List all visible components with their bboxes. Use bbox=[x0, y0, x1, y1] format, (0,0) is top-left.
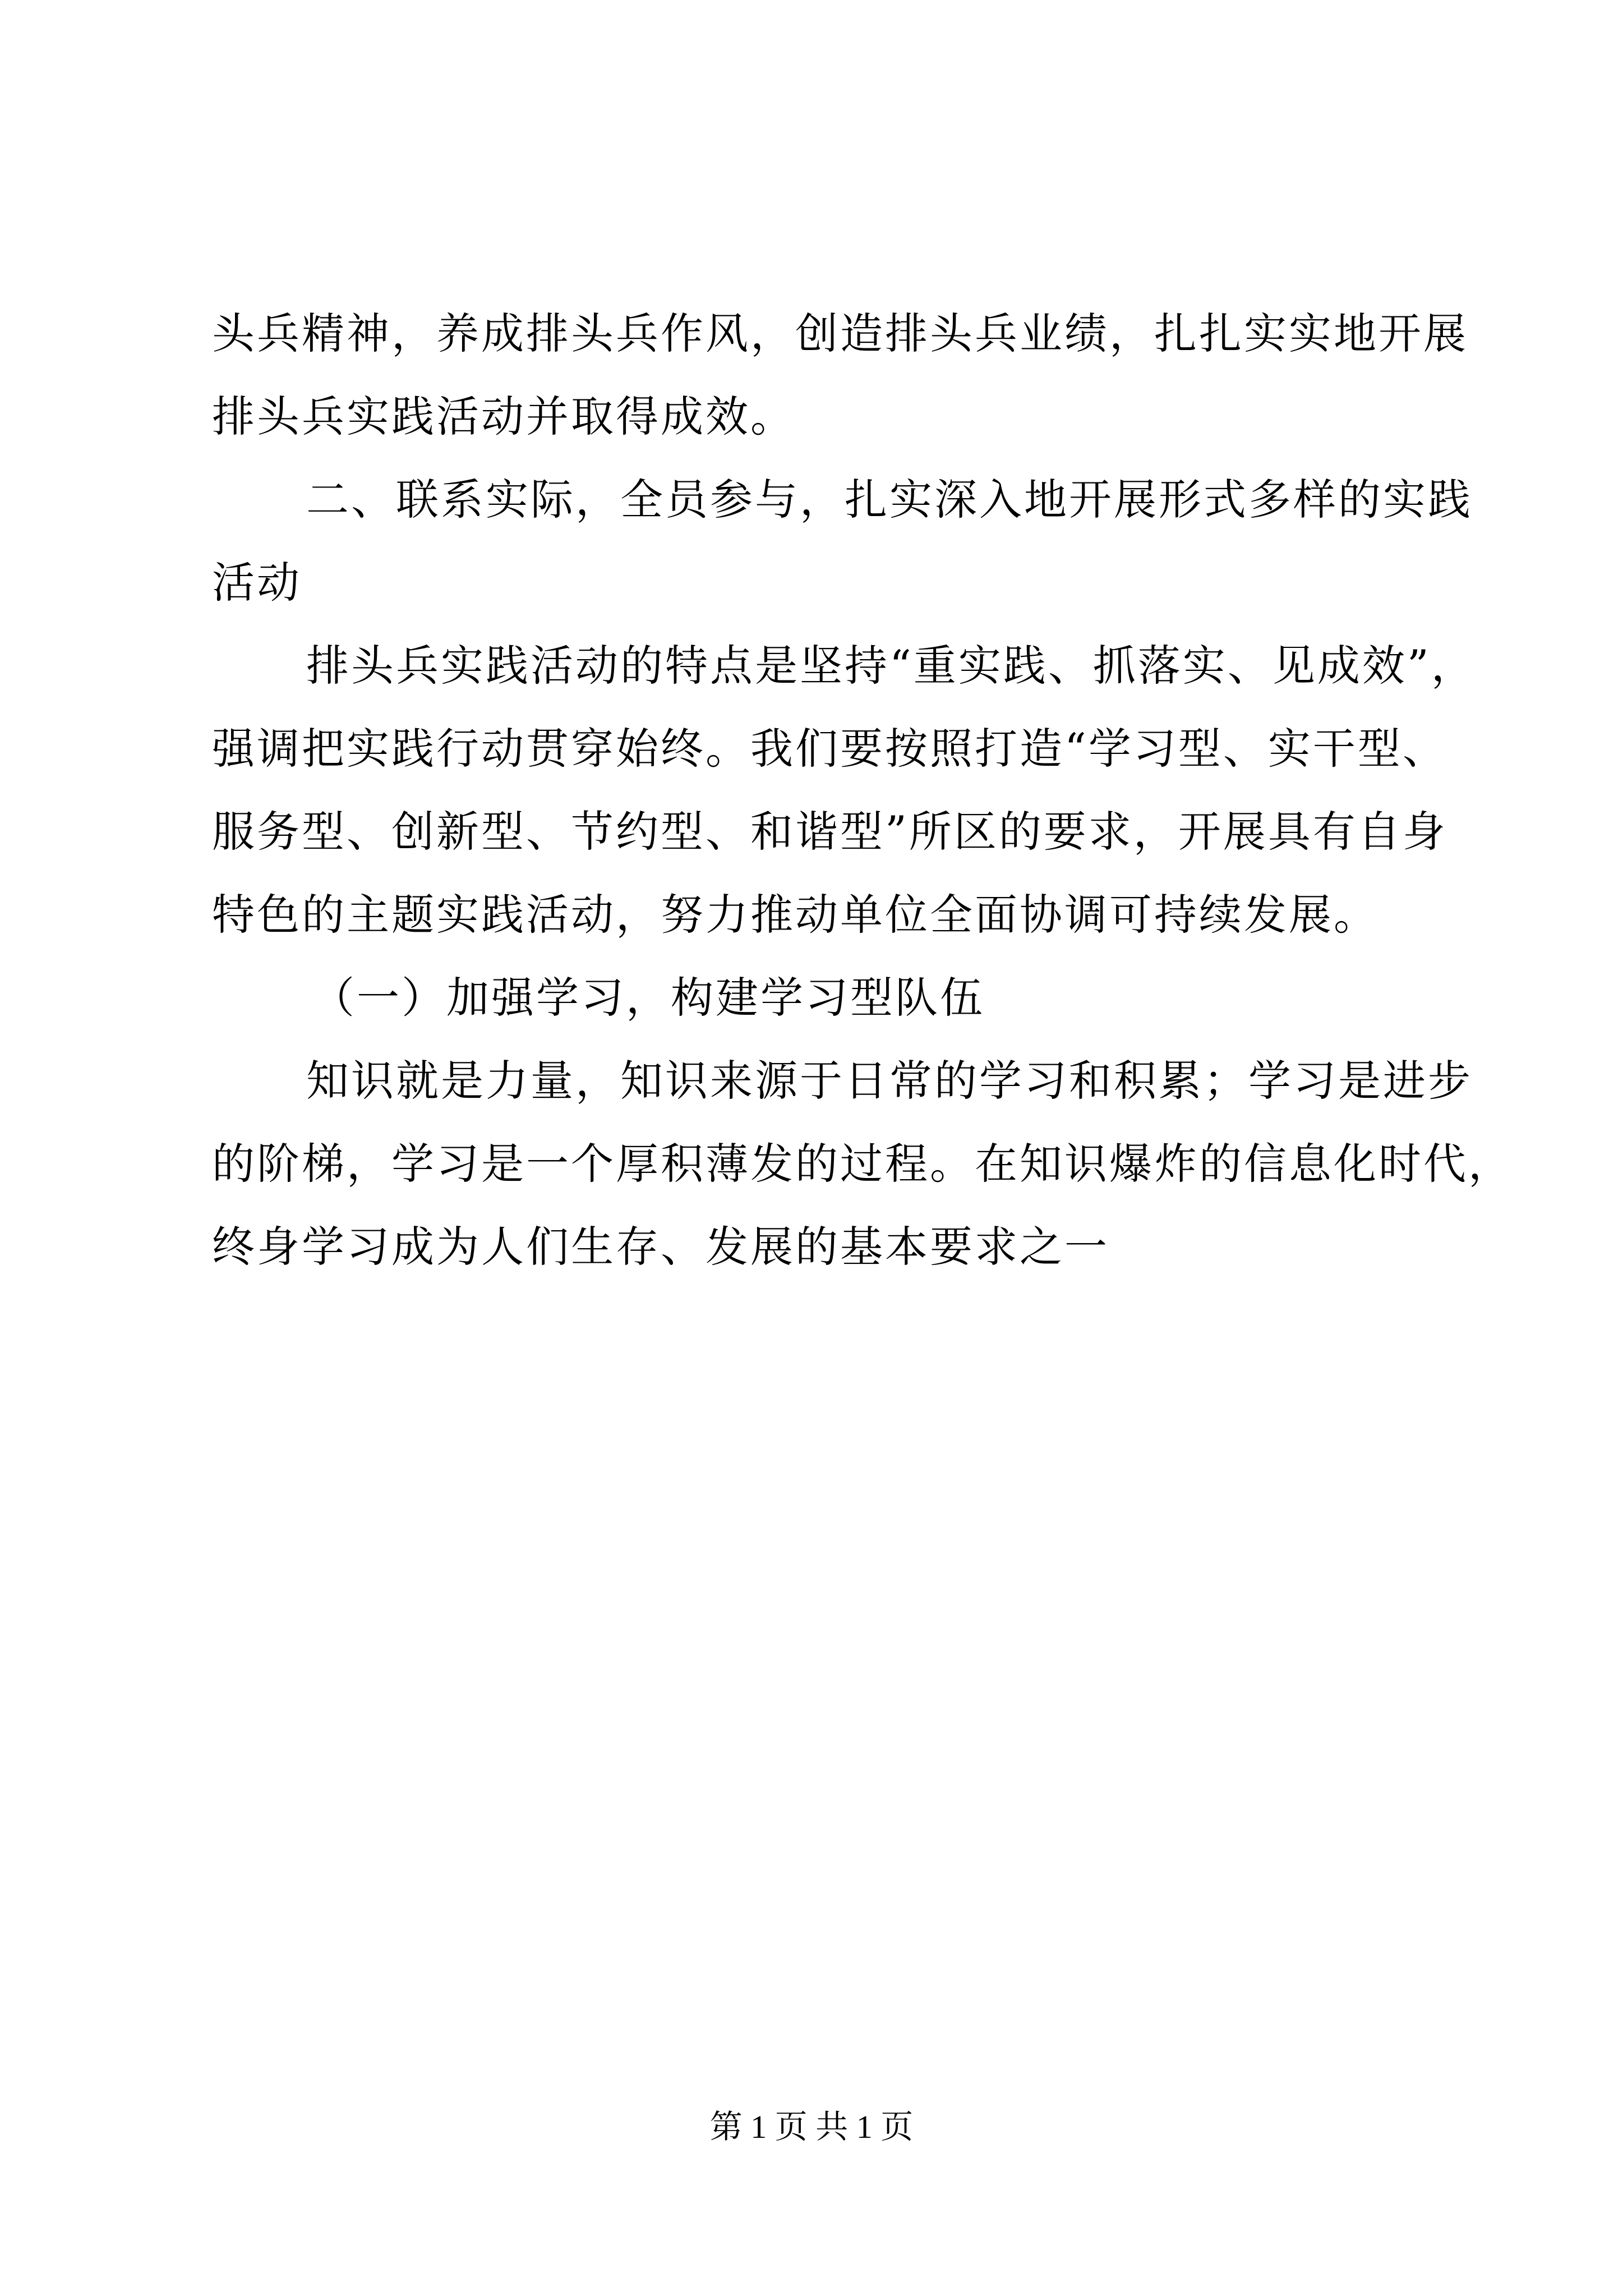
page-footer: 第 1 页 共 1 页 bbox=[709, 2109, 914, 2145]
body-line: 排头兵实践活动并取得成效。 bbox=[212, 392, 795, 441]
section-heading-continued: 活动 bbox=[212, 558, 302, 608]
body-line: 知识就是力量，知识来源于日常的学习和积累；学习是进步 bbox=[306, 1056, 1473, 1106]
section-heading: 二、联系实际，全员参与，扎实深入地开展形式多样的实践 bbox=[306, 475, 1473, 524]
body-line: 排头兵实践活动的特点是坚持“重实践、抓落实、见成效”， bbox=[306, 641, 1476, 691]
body-line: 头兵精神，养成排头兵作风，创造排头兵业绩，扎扎实实地开展 bbox=[212, 309, 1468, 358]
subsection-heading: （一）加强学习，构建学习型队伍 bbox=[312, 973, 985, 1023]
body-line: 的阶梯，学习是一个厚积薄发的过程。在知识爆炸的信息化时代， bbox=[212, 1139, 1513, 1189]
body-line: 特色的主题实践活动，努力推动单位全面协调可持续发展。 bbox=[212, 890, 1378, 940]
body-line: 终身学习成为人们生存、发展的基本要求之一 bbox=[212, 1222, 1109, 1272]
body-line: 强调把实践行动贯穿始终。我们要按照打造“学习型、实干型、 bbox=[212, 724, 1447, 774]
body-line: 服务型、创新型、节约型、和谐型”所区的要求，开展具有自身 bbox=[212, 807, 1447, 857]
